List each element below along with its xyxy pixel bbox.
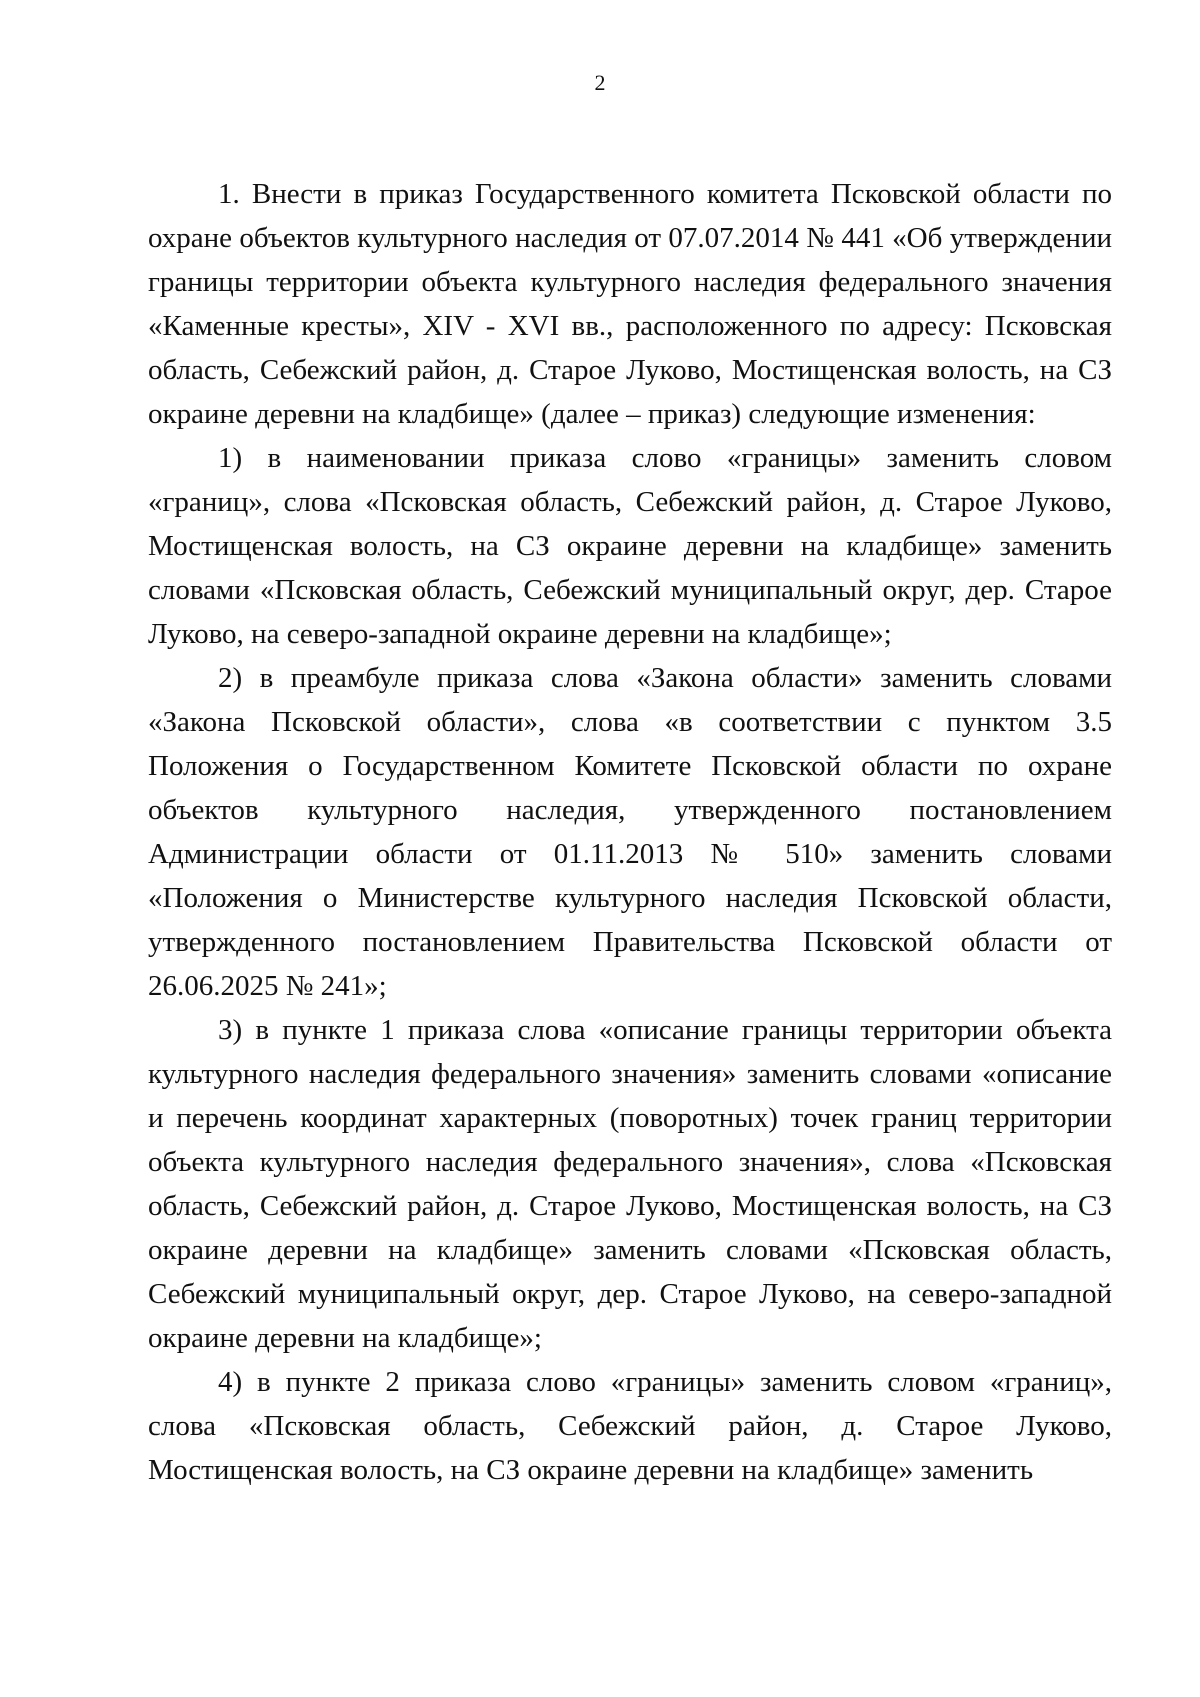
page-number: 2 (594, 70, 606, 95)
paragraph-subitem-4: 4) в пункте 2 приказа слово «границы» заменить словом «границ», слова «Псковская область, Себежский район, д. Старое Луково, Мостищенская волость, на СЗ окраине деревни на кладбище» заменить (148, 1366, 1112, 1486)
paragraph-subitem-1: 1) в наименовании приказа слово «границы» заменить словом «границ», слова «Псковская область, Себежский район, д. Старое Луково, Мостищенская волость, на СЗ окраине деревни на кладбище» заменить словами «Псковская область, Себежский муниципальный округ, дер. Старое Луково, на северо-западной окраине деревни на кладбище»; (148, 442, 1112, 650)
paragraph-subitem-3: 3) в пункте 1 приказа слова «описание границы территории объекта культурного наследия федерального значения» заменить словами «описание и перечень координат характерных (поворотных) точек границ территории объекта культурного наследия федерального значения», слова «Псковская область, Себежский район, д. Старое Луково, Мостищенская волость, на СЗ окраине деревни на кладбище» заменить словами «Псковская область, Себежский муниципальный округ, дер. Старое Луково, на северо-западной окраине деревни на кладбище»; (148, 1014, 1112, 1354)
document-body (148, 172, 1112, 1492)
paragraph-subitem-2: 2) в преамбуле приказа слова «Закона области» заменить словами «Закона Псковской области», слова «в соответствии с пунктом 3.5 Положения о Государственном Комитете Псковской области по охране объектов культурного наследия, утвержденного постановлением Администрации области от 01.11.2013 № 510» заменить словами «Положения о Министерстве культурного наследия Псковской области, утвержденного постановлением Правительства Псковской области от 26.06.2025 № 241»; (148, 662, 1112, 1002)
paragraph-item-1: 1. Внести в приказ Государственного комитета Псковской области по охране объектов культурного наследия от 07.07.2014 № 441 «Об утверждении границы территории объекта культурного наследия федерального значения «Каменные кресты», XIV - XVI вв., расположенного по адресу: Псковская область, Себежский район, д. Старое Луково, Мостищенская волость, на СЗ окраине деревни на кладбище» (далее – приказ) следующие изменения: (148, 178, 1112, 430)
